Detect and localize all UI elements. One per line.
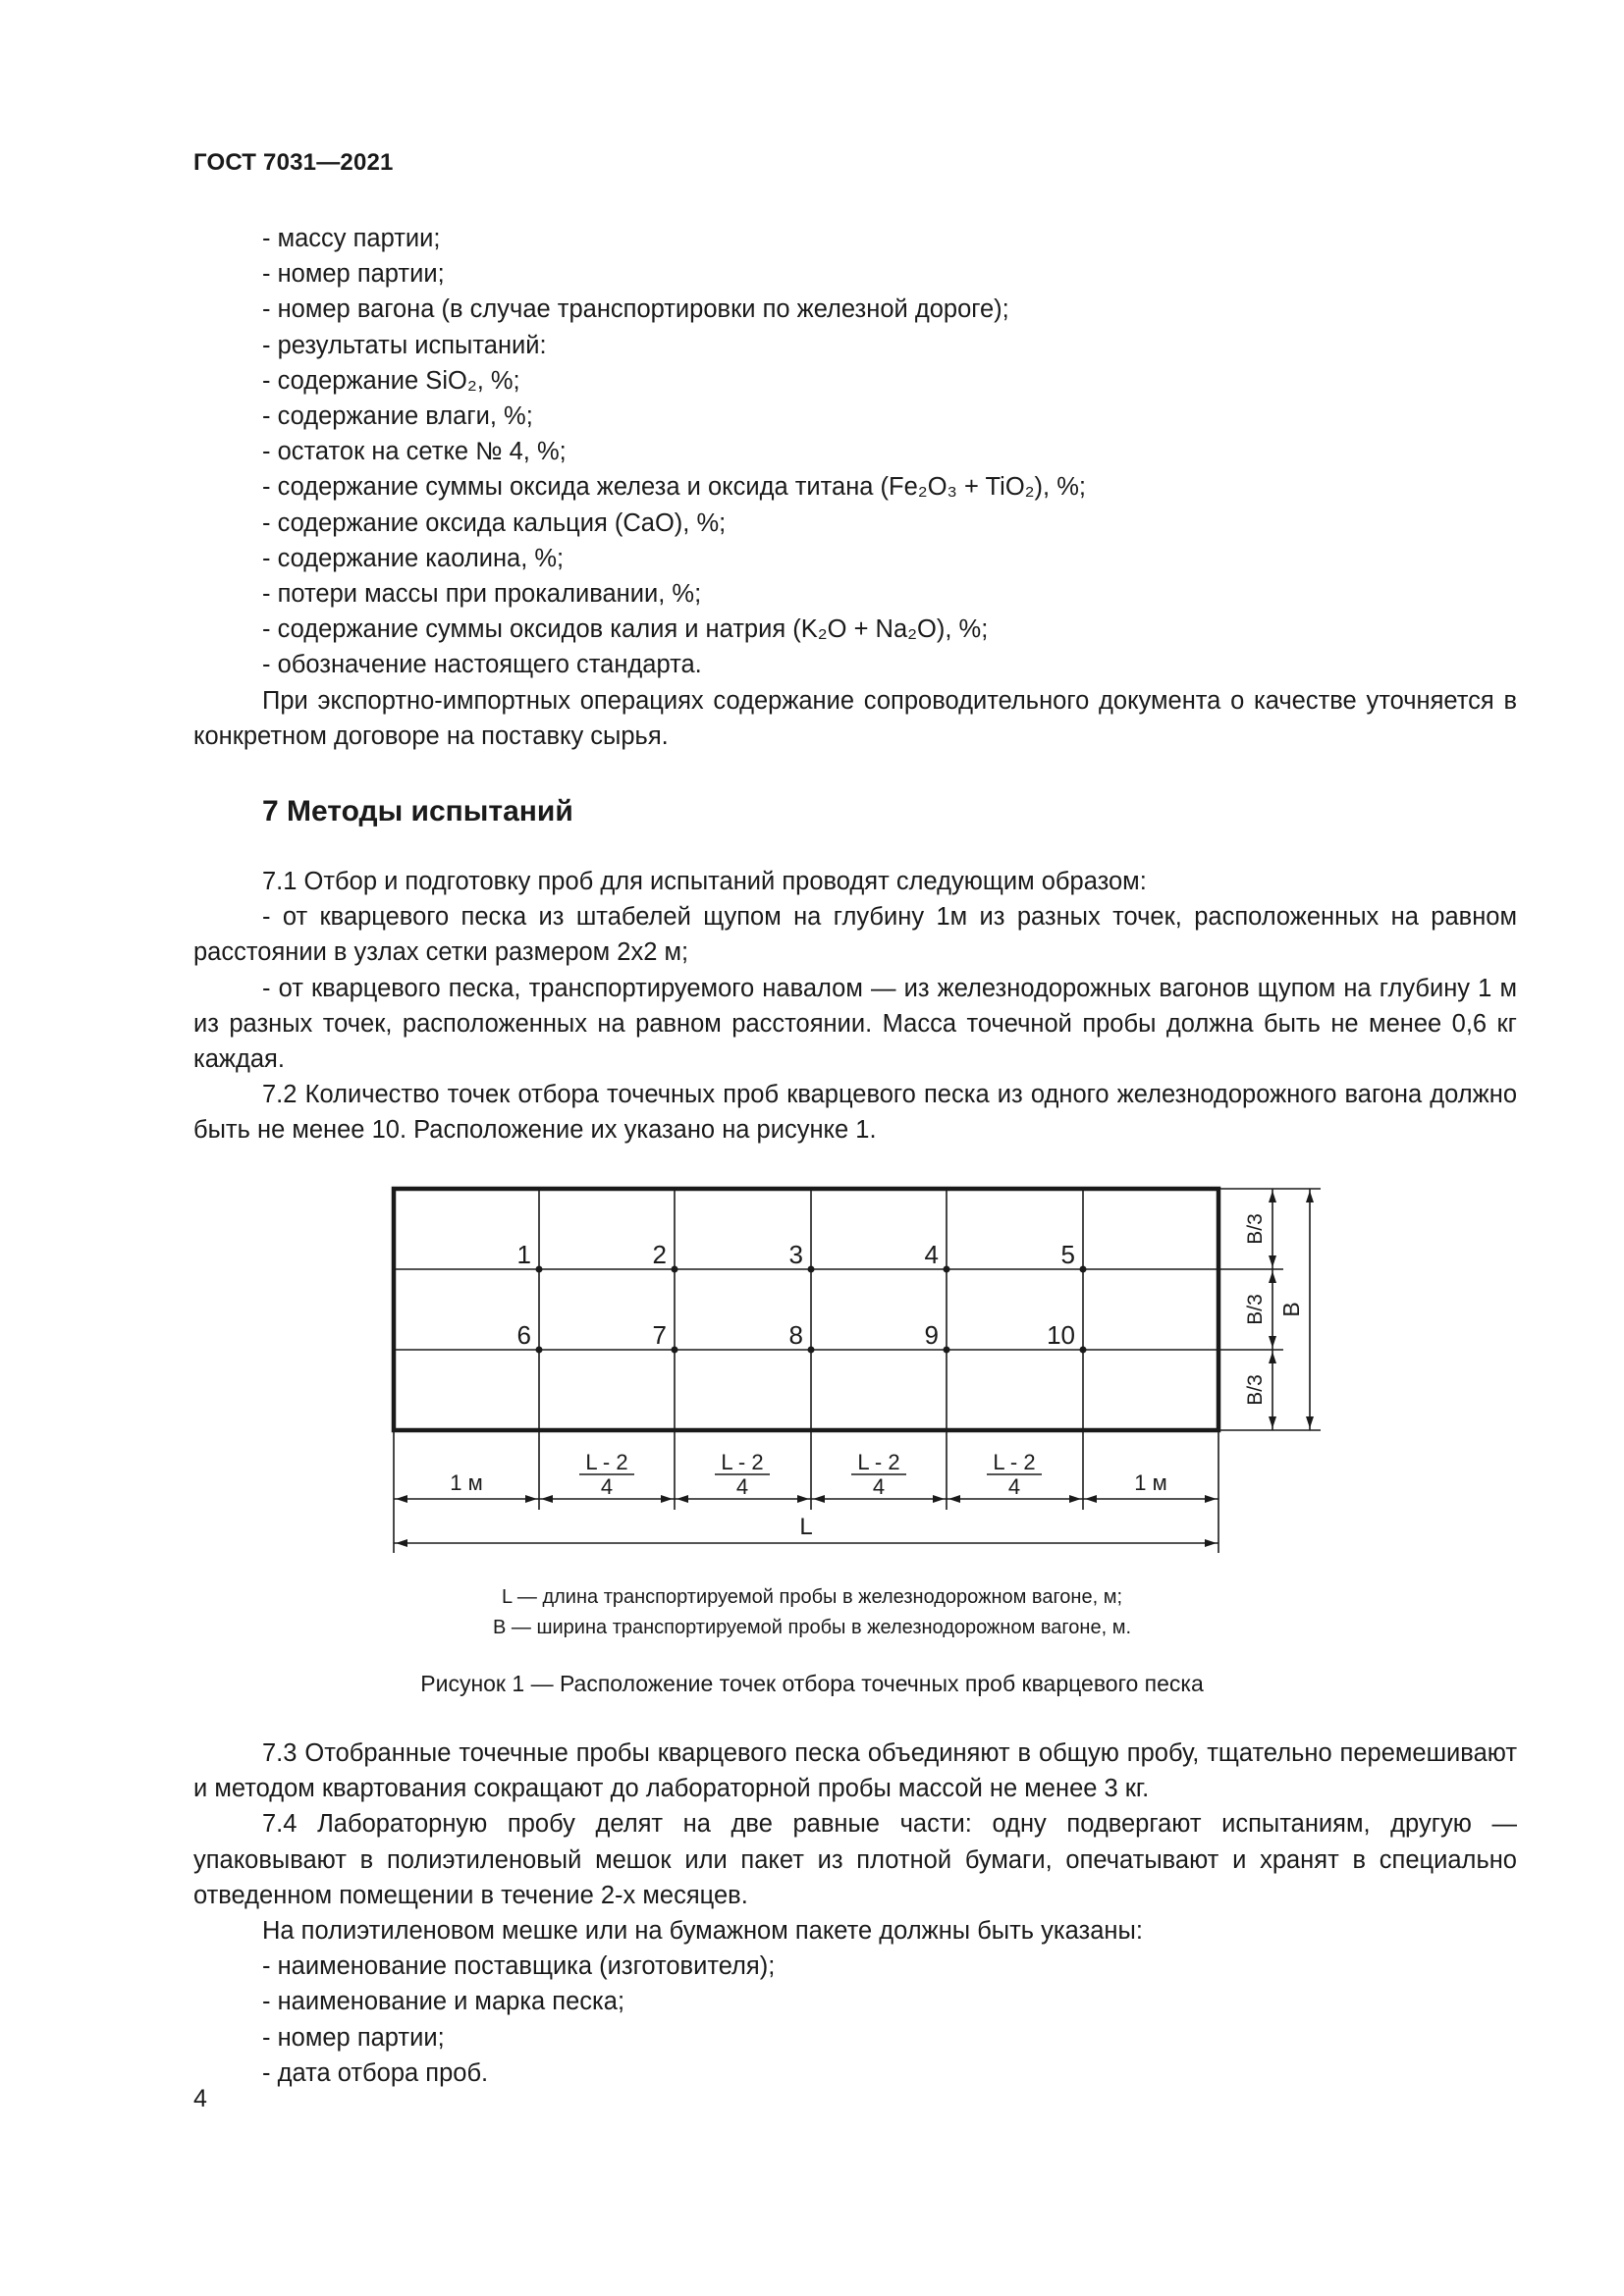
paragraph-7-3: 7.3 Отобранные точечные пробы кварцевого песка объединяют в общую пробу, тщательно перемешивают и методом квартования сокращают до лабораторной пробы массой не менее 3 кг. xyxy=(193,1739,1517,1803)
fraction-denominator: 4 xyxy=(735,1474,749,1499)
b3-label: B/3 xyxy=(1244,1374,1267,1406)
point-label: 10 xyxy=(1047,1320,1075,1350)
point-label: 2 xyxy=(652,1240,667,1269)
figure-caption: Рисунок 1 — Расположение точек отбора точечных проб кварцевого песка xyxy=(420,1671,1204,1696)
width-dimension-lines xyxy=(1220,1189,1321,1430)
one-meter-label: 1 м xyxy=(1134,1470,1167,1495)
legend-b: В — ширина транспортируемой пробы в железнодорожном вагоне, м. xyxy=(493,1617,1131,1638)
fraction-denominator: 4 xyxy=(600,1474,614,1499)
b-label: B xyxy=(1278,1302,1304,1317)
list-item: - наименование и марка песка; xyxy=(262,1988,625,2016)
fraction-numerator: L - 2 xyxy=(857,1450,900,1474)
list-item: - номер партии; xyxy=(262,2023,445,2052)
b3-label: B/3 xyxy=(1244,1294,1267,1325)
fraction-numerator: L - 2 xyxy=(585,1450,628,1474)
one-meter-label: 1 м xyxy=(450,1470,483,1495)
list-item: - содержание SiO₂, %; xyxy=(262,366,520,395)
list-item: - номер вагона (в случае транспортировки по железной дороге); xyxy=(262,295,1009,324)
list-item: - содержание оксида кальция (CaO), %; xyxy=(262,508,727,537)
list-item: - содержание каолина, %; xyxy=(262,544,565,572)
point-label: 8 xyxy=(788,1320,803,1350)
legend-l: L — длина транспортируемой пробы в железнодорожном вагоне, м; xyxy=(501,1586,1123,1608)
fraction-denominator: 4 xyxy=(1007,1474,1021,1499)
document-header: ГОСТ 7031—2021 xyxy=(193,149,394,176)
list-item: - содержание суммы оксида железа и оксида титана (Fe₂O₃ + TiO₂), %; xyxy=(262,473,1086,502)
list-item: - наименование поставщика (изготовителя); xyxy=(262,1952,776,1981)
point-label: 6 xyxy=(516,1320,531,1350)
point-label: 3 xyxy=(788,1240,803,1269)
list-item: - содержание влаги, %; xyxy=(262,402,533,431)
list-item: - остаток на сетке № 4, %; xyxy=(262,438,567,466)
paragraph-7-4: 7.4 Лабораторную пробу делят на две равные части: одну подвергают испытаниям, другую — упаковывают в полиэтиленовый мешок или пакет из плотной бумаги, опечатывают и хранят в специально отведенном помещении в течение 2-х месяцев. xyxy=(193,1810,1517,1909)
paragraph-export: При экспортно-импортных операциях содержание сопроводительного документа о качестве уточняется в конкретном договоре на поставку сырья. xyxy=(193,686,1517,750)
paragraph-7-2: 7.2 Количество точек отбора точечных проб кварцевого песка из одного железнодорожного вагона должно быть не менее 10. Расположение их указано на рисунке 1. xyxy=(193,1081,1517,1145)
page-number: 4 xyxy=(193,2085,207,2112)
point-label: 7 xyxy=(652,1320,667,1350)
list-item: - дата отбора проб. xyxy=(262,2058,489,2087)
list-item: - массу партии; xyxy=(262,225,441,252)
fraction-denominator: 4 xyxy=(872,1474,886,1499)
list-item: - содержание суммы оксидов калия и натрия (K₂O + Na₂O), %; xyxy=(262,615,989,644)
point-label: 1 xyxy=(516,1240,531,1269)
fraction-numerator: L - 2 xyxy=(721,1450,764,1474)
list-item: - обозначение настоящего стандарта. xyxy=(262,651,702,679)
paragraph-7-1: 7.1 Отбор и подготовку проб для испытаний проводят следующим образом: xyxy=(262,868,1147,895)
section-7-body-continued xyxy=(193,1735,1517,2091)
paragraph-7-1-b: - от кварцевого песка, транспортируемого навалом — из железнодорожных вагонов щупом на глубину 1 м из разных точек, расположенных на равном расстоянии. Масса точечной пробы должна быть не менее 0,6 кг каждая. xyxy=(193,974,1517,1074)
point-label: 4 xyxy=(924,1240,939,1269)
paragraph-7-1-a: - от кварцевого песка из штабелей щупом на глубину 1м из разных точек, расположенных на равном расстоянии в узлах сетки размером 2х2 м; xyxy=(193,903,1517,967)
fraction-numerator: L - 2 xyxy=(993,1450,1036,1474)
list-item: - номер партии; xyxy=(262,260,445,289)
wagon-outline xyxy=(394,1189,1218,1430)
l-label: L xyxy=(799,1514,813,1540)
b3-label: B/3 xyxy=(1244,1213,1267,1245)
list-item: - потери массы при прокаливании, %; xyxy=(262,580,702,609)
grid-lines xyxy=(394,1189,1218,1430)
point-label: 5 xyxy=(1060,1240,1075,1269)
paragraph-bag: На полиэтиленовом мешке или на бумажном пакете должны быть указаны: xyxy=(262,1917,1143,1946)
point-label: 9 xyxy=(924,1320,939,1350)
list-item: - результаты испытаний: xyxy=(262,331,547,359)
figure-legend xyxy=(0,1582,1624,1643)
section-title: 7 Методы испытаний xyxy=(262,795,573,828)
